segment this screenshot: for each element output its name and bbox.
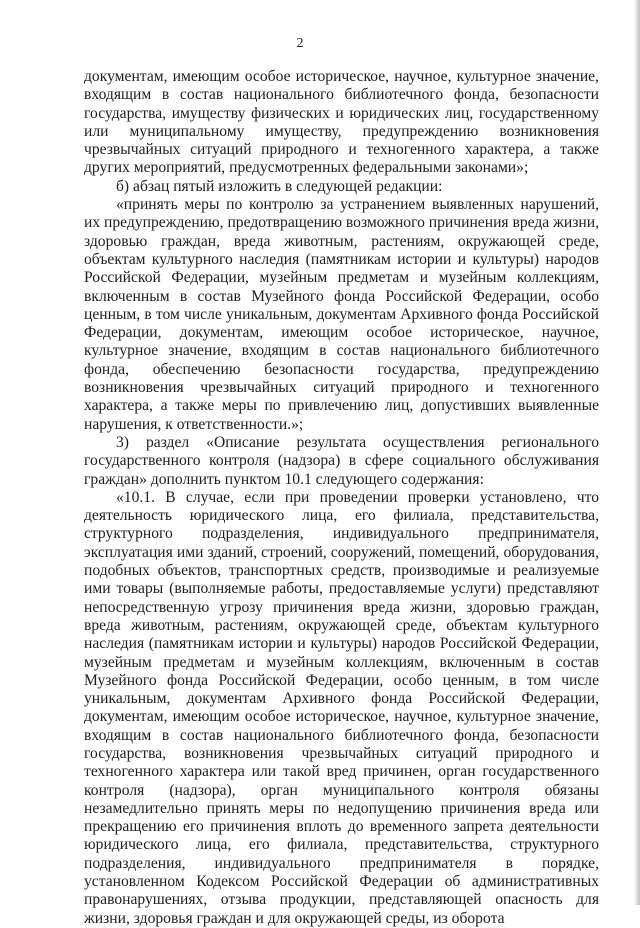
paragraph-continuation: документам, имеющим особое историческое, научное, культурное значение, входящим в состав национального библиотечного фонда, безопасности государства, имуществу физических и юридических лиц, государственному или муниципальному имуществу, предупреждению возникновения чрезвычайных ситуаций природного и техногенного характера, а также других мероприятий, предусмотренных федеральными законами»; bbox=[84, 68, 599, 177]
document-body bbox=[84, 68, 599, 928]
paragraph-quoted-amendment: «принять меры по контролю за устранением выявленных нарушений, их предупреждению, предотвращению возможного причинения вреда жизни, здоровью граждан, вреда животным, растениям, окружающей среде, объектам культурного наследия (памятникам истории и культуры) народов Российской Федерации, музейным предметам и музейным коллекциям, включенным в состав Музейного фонда Российской Федерации, особо ценным, в том числе уникальным, документам Архивного фонда Российской Федерации, документам, имеющим особое историческое, научное, культурное значение, входящим в состав национального библиотечного фонда, обеспечению безопасности государства, предупреждению возникновения чрезвычайных ситуаций природного и техногенного характера, а также меры по привлечению лиц, допустивших выявленные нарушения, к ответственности.»; bbox=[84, 196, 599, 433]
page-number: 2 bbox=[296, 36, 304, 51]
paragraph-subitem-b: б) абзац пятый изложить в следующей редакции: bbox=[116, 177, 443, 195]
scan-edge-shadow bbox=[634, 0, 640, 905]
paragraph-clause-10-1: «10.1. В случае, если при проведении проверки установлено, что деятельность юридического лица, его филиала, представительства, структурного подразделения, индивидуального предпринимателя, эксплуатация ими зданий, строений, сооружений, помещений, оборудования, подобных объектов, транспортных средств, производимые и реализуемые ими товары (выполняемые работы, предоставляемые услуги) представляют непосредственную угрозу причинения вреда жизни, здоровью граждан, вреда животным, растениям, окружающей среде, объектам культурного наследия (памятникам истории и культуры) народов Российской Федерации, музейным предметам и музейным коллекциям, включенным в состав Музейного фонда Российской Федерации, особо ценным, в том числе уникальным, документам Архивного фонда Российской Федерации, документам, имеющим особое историческое, научное, культурное значение, входящим в состав национального библиотечного фонда, безопасности государства, возникновения чрезвычайных ситуаций природного и техногенного характера или такой вред причинен, орган государственного контроля (надзора), орган муниципального контроля обязаны незамедлительно принять меры по недопущению причинения вреда или прекращению его причинения вплоть до временного запрета деятельности юридического лица, его филиала, представительства, структурного подразделения, индивидуального предпринимателя в порядке, установленном Кодексом Российской Федерации об административных правонарушениях, отзыва продукции, представляющей опасность для жизни, здоровья граждан и для окружающей среды, из оборота bbox=[84, 488, 599, 927]
paragraph-item-3: 3) раздел «Описание результата осуществления регионального государственного контроля (надзора) в сфере социального обслуживания граждан» дополнить пунктом 10.1 следующего содержания: bbox=[84, 433, 599, 488]
